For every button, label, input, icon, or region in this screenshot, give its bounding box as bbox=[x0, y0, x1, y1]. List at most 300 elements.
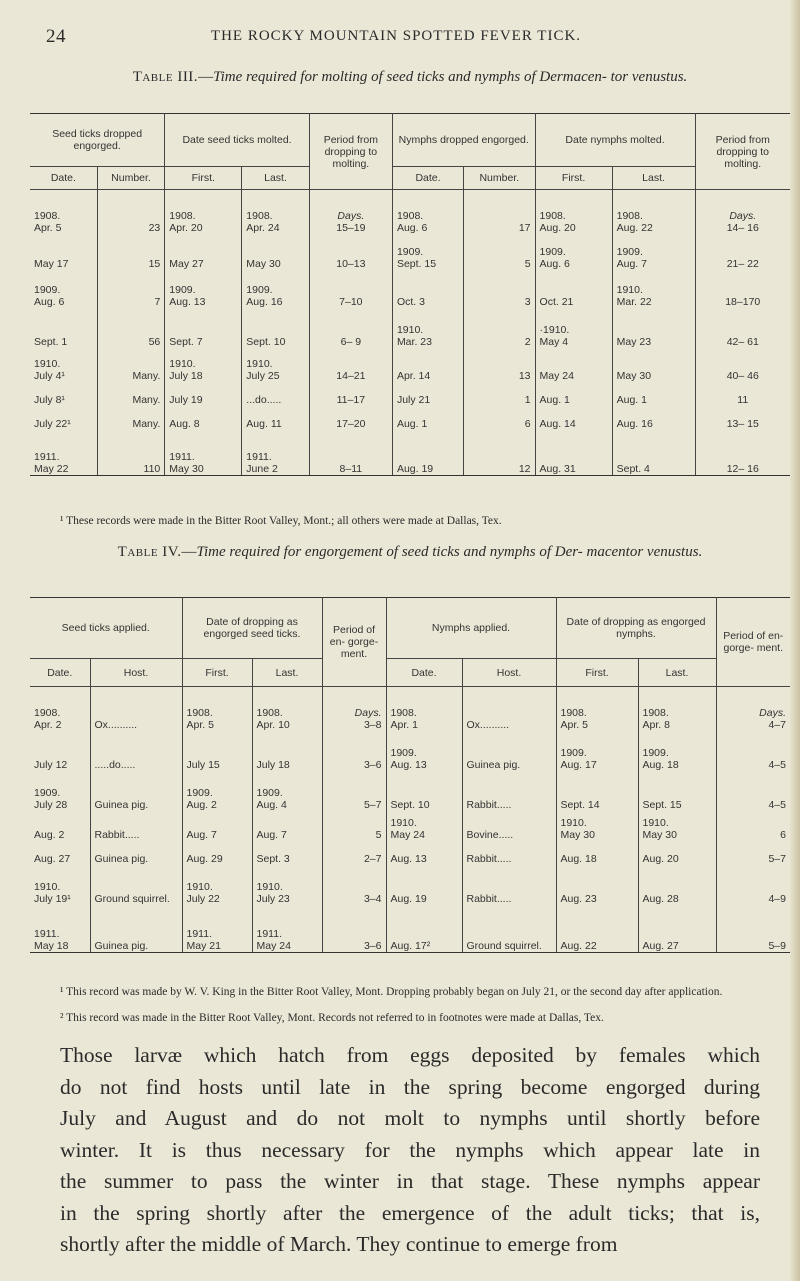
cell-year bbox=[643, 928, 712, 940]
cell-last bbox=[242, 234, 309, 270]
th-seed-applied: Seed ticks applied. bbox=[30, 598, 182, 659]
cell-year bbox=[327, 787, 382, 799]
cell-year bbox=[34, 246, 93, 258]
cell-year bbox=[397, 284, 459, 296]
cell-year: 1910. bbox=[34, 880, 61, 893]
paragraph-line: July and August and do not molt to nymphs until shortly before bbox=[60, 1106, 760, 1130]
cell-value: 3–4 bbox=[363, 892, 382, 905]
cell-nymph-period bbox=[695, 270, 790, 308]
cell-year bbox=[700, 246, 787, 258]
cell-value: Aug. 27 bbox=[34, 852, 71, 865]
cell-year bbox=[391, 787, 458, 799]
cell-nymph-date bbox=[386, 731, 462, 771]
cell-value: Guinea pig. bbox=[94, 852, 149, 865]
table-row bbox=[30, 190, 790, 234]
cell-host bbox=[90, 905, 182, 953]
cell-value: May 4 bbox=[539, 335, 569, 348]
cell-nymph-host bbox=[462, 905, 556, 953]
cell-year bbox=[617, 406, 691, 418]
cell-host bbox=[90, 731, 182, 771]
cell-year bbox=[95, 928, 178, 940]
cell-value: 3–6 bbox=[363, 758, 382, 771]
cell-year bbox=[561, 841, 634, 853]
cell-year: 1910. bbox=[390, 816, 417, 829]
cell-value: Sept. 15 bbox=[396, 257, 437, 270]
cell-year: 1908. bbox=[539, 209, 566, 222]
cell-last bbox=[252, 811, 322, 841]
cell-value: Aug. 29 bbox=[186, 852, 223, 865]
cell-year bbox=[95, 707, 178, 719]
cell-value: Ox.......... bbox=[466, 718, 510, 731]
cell-value: Aug. 7 bbox=[256, 828, 287, 841]
table4-caption: Table IV.—Time required for engorgement of seed ticks and nymphs of Der- macentor venustus. bbox=[117, 544, 703, 560]
cell-value: May 24 bbox=[390, 828, 425, 841]
cell-nymph-host bbox=[462, 771, 556, 811]
cell-value: Ground squirrel. bbox=[466, 940, 542, 952]
cell-number bbox=[97, 270, 165, 308]
cell-year: 1908. bbox=[642, 706, 669, 719]
cell-period bbox=[309, 234, 392, 270]
cell-value: Aug. 19 bbox=[390, 892, 427, 905]
cell-value: 15 bbox=[148, 257, 161, 270]
cell-value: Guinea pig. bbox=[94, 940, 149, 952]
cell-value: 42– 61 bbox=[726, 335, 759, 348]
cell-value: 3–6 bbox=[363, 940, 382, 952]
cell-value: Guinea pig. bbox=[94, 798, 149, 811]
cell-year: ·1910. bbox=[539, 323, 570, 336]
cell-nymph-date bbox=[392, 348, 463, 382]
cell-value: Aug. 22 bbox=[560, 940, 597, 952]
th-first: First. bbox=[556, 659, 638, 687]
cell-nymph-period bbox=[695, 382, 790, 406]
cell-value: Aug. 19 bbox=[396, 463, 434, 475]
cell-number bbox=[97, 308, 165, 348]
cell-value: Aug. 8 bbox=[169, 417, 200, 430]
cell-value: May 30 bbox=[642, 828, 677, 841]
cell-value: May 18 bbox=[34, 940, 69, 952]
table-row bbox=[30, 308, 790, 348]
cell-year: 1908. bbox=[560, 706, 587, 719]
cell-value: 4–7 bbox=[768, 718, 786, 731]
table4-label: Table IV. bbox=[117, 544, 182, 560]
th-date: Date. bbox=[30, 659, 90, 687]
cell-number bbox=[97, 406, 165, 430]
table3 bbox=[30, 113, 790, 476]
cell-year: 1908. bbox=[256, 706, 283, 719]
cell-value: May 23 bbox=[616, 335, 652, 348]
cell-nymph-last bbox=[612, 270, 695, 308]
cell-value: 11–17 bbox=[336, 393, 366, 406]
cell-year bbox=[540, 382, 608, 394]
cell-value: Apr. 5 bbox=[560, 718, 588, 731]
cell-value: Rabbit..... bbox=[466, 798, 512, 811]
cell-year: 1908. bbox=[34, 209, 61, 222]
cell-year bbox=[467, 881, 552, 893]
cell-value: Many. bbox=[132, 369, 161, 382]
running-title: THE ROCKY MOUNTAIN SPOTTED FEVER TICK. bbox=[210, 28, 582, 44]
cell-year bbox=[34, 841, 86, 853]
cell-value: Apr. 10 bbox=[256, 718, 290, 731]
cell-year bbox=[700, 358, 787, 370]
cell-nymph-first bbox=[556, 771, 638, 811]
cell-nymph-first bbox=[556, 687, 638, 731]
cell-first bbox=[182, 811, 252, 841]
cell-nymph-number bbox=[464, 348, 535, 382]
cell-value: July 23 bbox=[256, 892, 290, 905]
cell-value: Aug. 13 bbox=[169, 295, 206, 308]
th-last: Last. bbox=[242, 167, 309, 190]
th-first: First. bbox=[182, 659, 252, 687]
cell-date bbox=[30, 270, 97, 308]
cell-value: 15–19 bbox=[336, 221, 366, 234]
cell-year: 1911. bbox=[246, 451, 272, 463]
cell-value: 12– 16 bbox=[726, 463, 759, 475]
cell-date bbox=[30, 348, 97, 382]
cell-year: 1908. bbox=[616, 209, 643, 222]
cell-nymph-first bbox=[556, 811, 638, 841]
cell-nymph-last bbox=[638, 841, 716, 865]
cell-value: May 27 bbox=[169, 257, 204, 270]
cell-year: 1910. bbox=[616, 283, 643, 296]
cell-year bbox=[327, 747, 382, 759]
cell-year bbox=[467, 747, 552, 759]
cell-value: Aug. 7 bbox=[186, 828, 217, 841]
paragraph-line: shortly after the middle of March. They continue to emerge from bbox=[60, 1232, 618, 1256]
cell-date bbox=[30, 190, 97, 234]
cell-year bbox=[467, 707, 552, 719]
cell-nymph-number bbox=[464, 308, 535, 348]
cell-period bbox=[309, 406, 392, 430]
cell-period bbox=[309, 190, 392, 234]
cell-value: 21– 22 bbox=[726, 257, 759, 270]
cell-value: 5 bbox=[375, 828, 382, 841]
cell-date bbox=[30, 865, 90, 905]
cell-value: June 2 bbox=[246, 463, 278, 475]
table3-body bbox=[30, 190, 790, 476]
cell-nymph-period bbox=[716, 811, 790, 841]
cell-last bbox=[252, 865, 322, 905]
cell-nymph-host bbox=[462, 687, 556, 731]
cell-nymph-last bbox=[612, 430, 695, 476]
table-row bbox=[30, 430, 790, 476]
cell-year bbox=[700, 406, 787, 418]
cell-last bbox=[242, 190, 309, 234]
cell-nymph-host bbox=[462, 731, 556, 771]
cell-value: 12 bbox=[518, 463, 531, 475]
cell-year bbox=[721, 841, 787, 853]
cell-first bbox=[165, 234, 242, 270]
cell-value: Apr. 24 bbox=[246, 221, 280, 234]
cell-nymph-last bbox=[612, 348, 695, 382]
cell-value: Mar. 22 bbox=[616, 295, 652, 308]
cell-year: 1911. bbox=[186, 928, 212, 940]
cell-year: 1908. bbox=[390, 706, 417, 719]
cell-value: Aug. 28 bbox=[642, 892, 679, 905]
cell-value: Aug. 13 bbox=[390, 852, 427, 865]
cell-nymph-period bbox=[716, 731, 790, 771]
cell-nymph-date bbox=[392, 430, 463, 476]
cell-year: 1908. bbox=[246, 209, 273, 222]
cell-period bbox=[322, 771, 386, 811]
cell-year bbox=[169, 246, 237, 258]
cell-year: 1910. bbox=[169, 357, 196, 370]
cell-period bbox=[322, 811, 386, 841]
cell-value: 17 bbox=[518, 221, 531, 234]
cell-year bbox=[169, 382, 237, 394]
cell-value: 3–8 bbox=[363, 718, 382, 731]
cell-value: 6– 9 bbox=[340, 335, 362, 348]
cell-year bbox=[246, 246, 304, 258]
th-seed-dropped: Seed ticks dropped engorged. bbox=[30, 114, 165, 167]
cell-year bbox=[467, 928, 552, 940]
cell-number bbox=[97, 348, 165, 382]
cell-last bbox=[252, 731, 322, 771]
cell-year bbox=[314, 284, 388, 296]
cell-year: 1909. bbox=[256, 786, 283, 799]
table-row bbox=[30, 865, 790, 905]
th-first: First. bbox=[535, 167, 612, 190]
cell-value: 5–9 bbox=[768, 940, 786, 952]
table4-footnote-2: ² This record was made in the Bitter Root Valley, Mont. Records not referred to in footnotes were made at Dallas, Tex. bbox=[60, 1012, 604, 1024]
cell-year: 1910. bbox=[256, 880, 283, 893]
cell-year bbox=[540, 284, 608, 296]
th-period-nymph: Period from dropping to molting. bbox=[695, 114, 790, 190]
cell-value: Apr. 2 bbox=[34, 718, 62, 731]
page-edge bbox=[790, 0, 800, 1281]
cell-value: 7 bbox=[154, 295, 161, 308]
th-last: Last. bbox=[638, 659, 716, 687]
cell-value: July 25 bbox=[246, 369, 280, 382]
cell-value: Oct. 3 bbox=[396, 295, 425, 308]
cell-value: 2–7 bbox=[363, 852, 382, 865]
cell-year bbox=[561, 881, 634, 893]
cell-nymph-date bbox=[392, 190, 463, 234]
cell-year: 1911. bbox=[256, 928, 282, 940]
cell-year bbox=[540, 451, 608, 463]
cell-year: Days. bbox=[759, 706, 786, 719]
cell-year: 1909. bbox=[186, 786, 213, 799]
cell-first bbox=[165, 270, 242, 308]
table-row bbox=[30, 771, 790, 811]
cell-value: Rabbit..... bbox=[466, 892, 512, 905]
cell-nymph-first bbox=[535, 430, 612, 476]
cell-period bbox=[322, 905, 386, 953]
table-row bbox=[30, 348, 790, 382]
th-last: Last. bbox=[252, 659, 322, 687]
cell-year: 1911. bbox=[169, 451, 195, 463]
cell-nymph-number bbox=[464, 234, 535, 270]
cell-value: 7–10 bbox=[339, 295, 363, 308]
cell-first bbox=[165, 308, 242, 348]
table3-caption: Table III.—Time required for molting of seed ticks and nymphs of Dermacen- tor venustus. bbox=[132, 69, 688, 85]
cell-value: Aug. 17 bbox=[560, 758, 597, 771]
cell-value: May 24 bbox=[256, 940, 291, 952]
table4 bbox=[30, 597, 790, 953]
cell-year bbox=[169, 406, 237, 418]
cell-year bbox=[540, 406, 608, 418]
cell-year bbox=[187, 817, 248, 829]
cell-last bbox=[252, 687, 322, 731]
cell-year bbox=[257, 841, 318, 853]
cell-first bbox=[182, 687, 252, 731]
cell-nymph-date bbox=[386, 687, 462, 731]
cell-nymph-date bbox=[392, 406, 463, 430]
cell-nymph-first bbox=[556, 731, 638, 771]
cell-value: Aug. 20 bbox=[642, 852, 679, 865]
cell-nymph-first bbox=[556, 841, 638, 865]
cell-year bbox=[617, 324, 691, 336]
cell-value: Aug. 16 bbox=[616, 417, 653, 430]
cell-year bbox=[314, 246, 388, 258]
cell-number bbox=[97, 234, 165, 270]
cell-value: Aug. 11 bbox=[246, 417, 282, 430]
cell-year bbox=[246, 382, 304, 394]
cell-first bbox=[182, 905, 252, 953]
cell-year bbox=[643, 841, 712, 853]
cell-nymph-date bbox=[392, 270, 463, 308]
cell-value: Apr. 14 bbox=[396, 369, 431, 382]
cell-value: Mar. 23 bbox=[396, 335, 432, 348]
cell-value: Many. bbox=[132, 393, 161, 406]
cell-nymph-last bbox=[638, 905, 716, 953]
cell-year bbox=[187, 747, 248, 759]
cell-date bbox=[30, 308, 97, 348]
cell-year bbox=[700, 451, 787, 463]
cell-year: 1910. bbox=[246, 357, 273, 370]
th-date-dropping-nymphs: Date of dropping as engorged nymphs. bbox=[556, 598, 716, 659]
cell-value: Aug. 14 bbox=[539, 417, 576, 430]
cell-first bbox=[182, 865, 252, 905]
cell-nymph-period bbox=[716, 905, 790, 953]
cell-nymph-first bbox=[535, 270, 612, 308]
table-row bbox=[30, 811, 790, 841]
cell-value: Aug. 16 bbox=[246, 295, 283, 308]
cell-year: Days. bbox=[354, 706, 382, 719]
cell-value: Sept. 3 bbox=[256, 852, 290, 865]
cell-value: July 22 bbox=[186, 892, 220, 905]
table3-footnote: ¹ These records were made in the Bitter Root Valley, Mont.; all others were made at Dallas, Tex. bbox=[60, 515, 502, 527]
th-number: Number. bbox=[97, 167, 165, 190]
cell-value: July 12 bbox=[34, 758, 68, 771]
table-row bbox=[30, 406, 790, 430]
cell-year bbox=[643, 787, 712, 799]
cell-nymph-date bbox=[386, 865, 462, 905]
cell-value: July 18 bbox=[256, 758, 290, 771]
cell-value: 10–13 bbox=[336, 257, 366, 270]
cell-value: Aug. 22 bbox=[616, 221, 653, 234]
cell-nymph-date bbox=[392, 234, 463, 270]
cell-year bbox=[314, 451, 388, 463]
cell-year bbox=[721, 928, 787, 940]
cell-last bbox=[242, 406, 309, 430]
cell-period bbox=[309, 348, 392, 382]
cell-value: July 22¹ bbox=[34, 417, 71, 430]
cell-year: 1908. bbox=[396, 209, 424, 222]
cell-year bbox=[327, 817, 382, 829]
cell-value: Many. bbox=[132, 417, 161, 430]
th-host: Host. bbox=[462, 659, 556, 687]
cell-value: 4–5 bbox=[768, 798, 786, 811]
cell-first bbox=[165, 406, 242, 430]
cell-value: May 30 bbox=[560, 828, 595, 841]
cell-first bbox=[165, 348, 242, 382]
cell-nymph-period bbox=[695, 190, 790, 234]
cell-nymph-first bbox=[535, 406, 612, 430]
th-period2: Period of en- gorge- ment. bbox=[716, 598, 790, 687]
cell-year bbox=[95, 787, 178, 799]
cell-year bbox=[467, 817, 552, 829]
cell-year bbox=[257, 747, 318, 759]
cell-year bbox=[187, 841, 248, 853]
cell-value: 13– 15 bbox=[726, 417, 759, 430]
cell-value: May 21 bbox=[186, 940, 221, 952]
th-date: Date. bbox=[30, 167, 97, 190]
table-row bbox=[30, 234, 790, 270]
cell-nymph-last bbox=[612, 382, 695, 406]
cell-nymph-first bbox=[535, 348, 612, 382]
cell-value: Aug. 31 bbox=[539, 463, 576, 475]
table4-body bbox=[30, 687, 790, 953]
cell-year: 1910. bbox=[34, 357, 61, 370]
cell-year: 1910. bbox=[186, 880, 213, 893]
cell-nymph-period bbox=[716, 771, 790, 811]
th-nymphs-molted: Date nymphs molted. bbox=[535, 114, 695, 167]
cell-value: 3 bbox=[524, 295, 531, 308]
cell-last bbox=[242, 382, 309, 406]
cell-period bbox=[322, 731, 386, 771]
cell-value: Aug. 20 bbox=[539, 221, 576, 234]
cell-value: July 19¹ bbox=[34, 892, 71, 905]
cell-year bbox=[327, 841, 382, 853]
cell-year bbox=[391, 841, 458, 853]
cell-date bbox=[30, 406, 97, 430]
cell-year bbox=[257, 817, 318, 829]
cell-value: Rabbit..... bbox=[466, 852, 512, 865]
cell-year bbox=[467, 841, 552, 853]
cell-value: 5–7 bbox=[768, 852, 786, 865]
cell-host bbox=[90, 865, 182, 905]
cell-nymph-host bbox=[462, 865, 556, 905]
cell-value: Apr. 5 bbox=[186, 718, 214, 731]
cell-nymph-host bbox=[462, 841, 556, 865]
cell-year bbox=[314, 358, 388, 370]
th-first: First. bbox=[165, 167, 242, 190]
cell-year bbox=[34, 817, 86, 829]
th-date-dropping-seed: Date of dropping as engorged seed ticks. bbox=[182, 598, 322, 659]
cell-value: 17–20 bbox=[336, 417, 366, 430]
cell-date bbox=[30, 811, 90, 841]
paragraph-line: Those larvæ which hatch from eggs deposited by females which bbox=[60, 1043, 760, 1067]
cell-nymph-number bbox=[464, 190, 535, 234]
cell-value: May 17 bbox=[34, 257, 69, 270]
cell-value: Aug. 13 bbox=[390, 758, 427, 771]
cell-last bbox=[242, 308, 309, 348]
cell-date bbox=[30, 771, 90, 811]
cell-number bbox=[97, 190, 165, 234]
cell-nymph-last bbox=[612, 190, 695, 234]
cell-year: 1909. bbox=[34, 786, 61, 799]
cell-first bbox=[165, 430, 242, 476]
cell-year bbox=[314, 382, 388, 394]
cell-year bbox=[391, 928, 458, 940]
table-row bbox=[30, 731, 790, 771]
cell-value: Sept. 15 bbox=[642, 798, 682, 811]
th-number: Number. bbox=[464, 167, 535, 190]
cell-nymph-date bbox=[392, 382, 463, 406]
cell-period bbox=[309, 308, 392, 348]
th-period-seed: Period from dropping to molting. bbox=[309, 114, 392, 190]
cell-year bbox=[721, 881, 787, 893]
